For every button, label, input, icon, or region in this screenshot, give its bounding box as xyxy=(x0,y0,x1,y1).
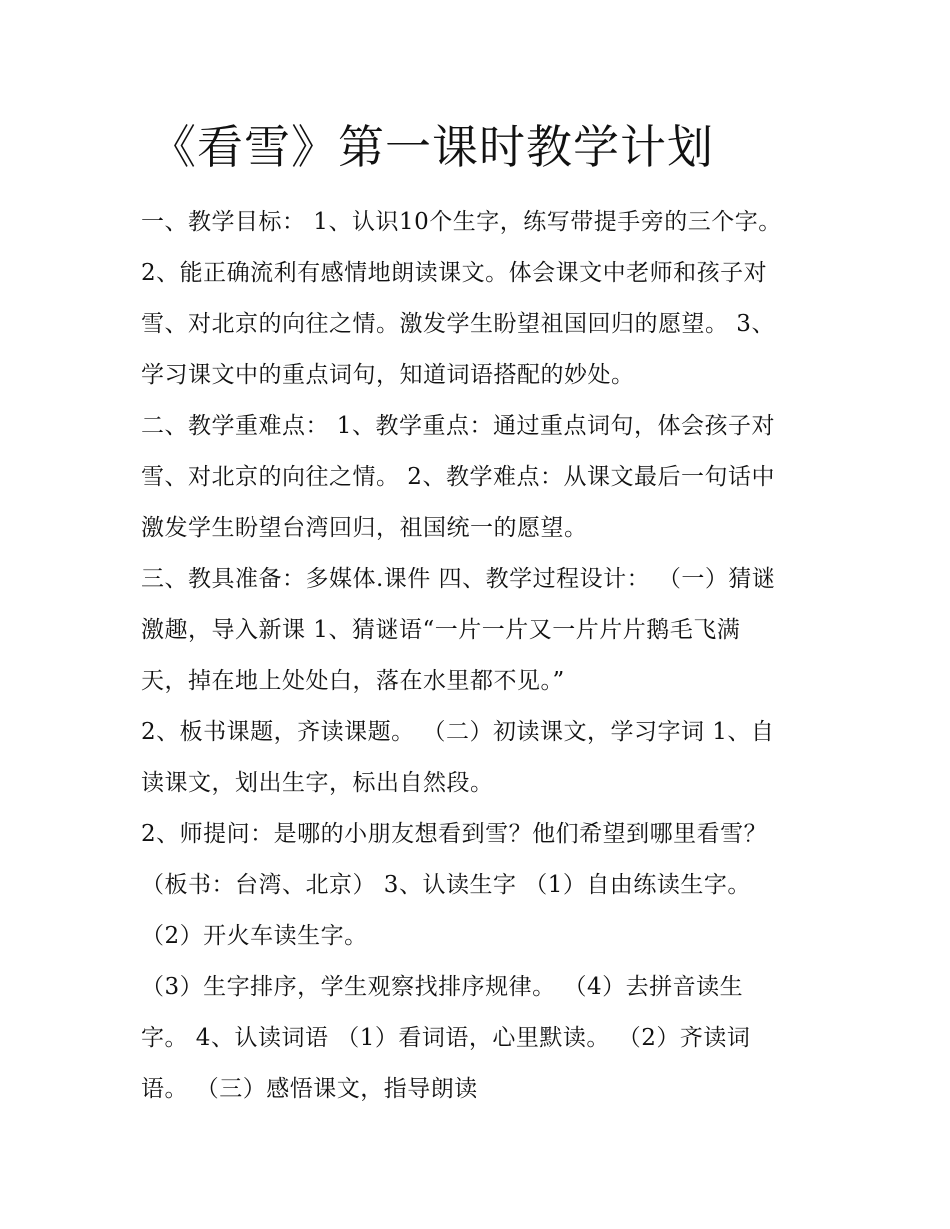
document-title: 《看雪》第一课时教学计划 xyxy=(150,120,714,174)
text-line: （3）生字排序，学生观察找排序规律。 （4）去拼音读生 xyxy=(141,974,744,1000)
text-line: 读课文，划出生字，标出自然段。 xyxy=(141,770,494,796)
text-line: 天，掉在地上处处白，落在水里都不见。” xyxy=(141,668,565,694)
text-line: 激趣，导入新课 1、猜谜语“一片一片又一片片片鹅毛飞满 xyxy=(141,617,741,643)
text-line: 2、能正确流利有感情地朗读课文。体会课文中老师和孩子对 xyxy=(141,260,768,286)
text-line: 雪、对北京的向往之情。激发学生盼望祖国回归的愿望。 3、 xyxy=(141,311,775,337)
text-line: 激发学生盼望台湾回归，祖国统一的愿望。 xyxy=(141,515,588,541)
text-line: （板书：台湾、北京） 3、认读生字 （1）自由练读生字。 xyxy=(141,872,751,898)
text-line: 学习课文中的重点词句，知道词语搭配的妙处。 xyxy=(141,362,635,388)
text-line: 2、板书课题，齐读课题。 （二）初读课文，学习字词 1、自 xyxy=(141,719,775,745)
text-line: 二、教学重难点： 1、教学重点：通过重点词句，体会孩子对 xyxy=(141,413,775,439)
text-line: 雪、对北京的向往之情。 2、教学难点：从课文最后一句话中 xyxy=(141,464,775,490)
text-line: 2、师提问：是哪的小朋友想看到雪？他们希望到哪里看雪？ xyxy=(141,821,768,847)
text-line: 三、教具准备：多媒体.课件 四、教学过程设计： （一）猜谜 xyxy=(141,566,776,592)
text-line: 一、教学目标： 1、认识10个生字，练写带提手旁的三个字。 xyxy=(141,209,782,235)
text-line: 语。 （三）感悟课文，指导朗读 xyxy=(141,1076,478,1102)
text-line: （2）开火车读生字。 xyxy=(141,923,368,949)
text-line: 字。 4、认读词语 （1）看词语，心里默读。 （2）齐读词 xyxy=(141,1025,751,1051)
